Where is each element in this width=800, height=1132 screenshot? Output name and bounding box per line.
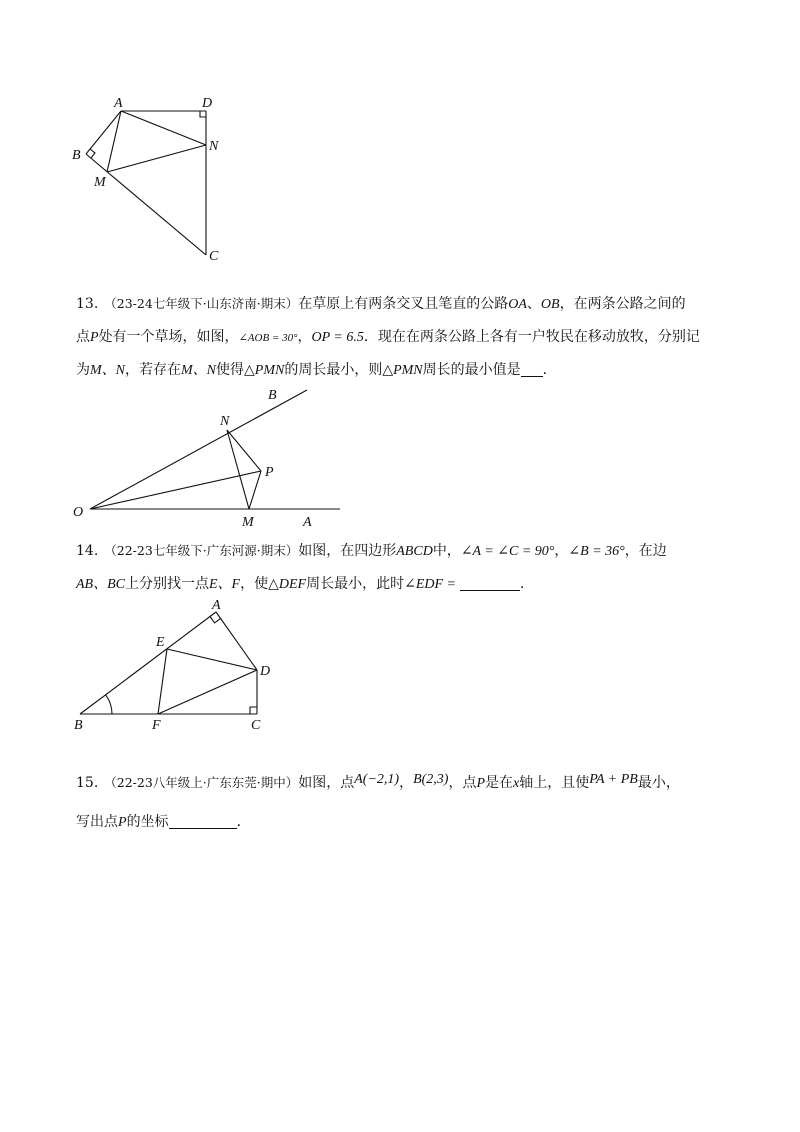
label-N: N (220, 414, 230, 429)
label-P: P (265, 465, 274, 480)
q13-point-p: P (90, 330, 99, 345)
q13-line-2 (76, 327, 736, 348)
label-O: O (73, 505, 84, 520)
q14-text-2-mid3: 周长最小，此时 (306, 576, 405, 592)
q15-p: P (476, 776, 486, 791)
q15-comma: ， (399, 775, 414, 791)
q15-point-b: B(2,3) (413, 772, 449, 787)
q15-line-1 (76, 770, 736, 794)
segment-OP (90, 471, 261, 509)
label-E: E (156, 635, 165, 650)
q14-angle-ac: ∠A = ∠C = 90° (460, 544, 555, 559)
q13-road-ob: OB (540, 297, 560, 312)
q13-line-1 (76, 294, 736, 315)
q15-text-1-mid2: 是在 (485, 775, 514, 791)
label-A: A (114, 96, 123, 111)
right-angle-mark-C (250, 707, 257, 714)
right-angle-mark-B (90, 149, 95, 158)
label-B: B (72, 148, 81, 163)
label-C: C (209, 249, 219, 264)
figure-q14 (70, 598, 280, 733)
segment-AD (216, 612, 257, 670)
q15-text-1: 如图，点 (298, 775, 355, 791)
label-A: A (303, 515, 312, 530)
q13-text-3-mid1: ，若存在 (125, 362, 181, 378)
angle-arc-B (106, 695, 112, 714)
q13-line-3 (76, 360, 736, 381)
q14-comma: ， (554, 543, 569, 559)
q13-mn: M、N (90, 363, 125, 378)
q13-answer-blank[interactable] (521, 362, 543, 377)
q14-triangle: △DEF (268, 577, 307, 592)
q13-text-3-mid2: 使得 (216, 362, 244, 378)
q15-text-2: 写出点 (76, 814, 118, 830)
figure-q12 (70, 92, 240, 272)
q14-points-ef: E、F (209, 577, 241, 592)
q13-comma: ， (297, 329, 312, 345)
q14-number: 14. (76, 543, 99, 559)
q13-source: （23-24七年级下·山东济南·期末） (104, 296, 299, 311)
q13-op-length: OP = 6.5 (311, 330, 364, 345)
label-M: M (242, 515, 254, 530)
q13-number: 13. (76, 296, 99, 312)
q13-sep: 、 (526, 296, 541, 312)
segment-NP (227, 430, 261, 471)
q13-text-3: 为 (76, 362, 90, 378)
segment-BC (86, 154, 206, 255)
label-B: B (268, 388, 277, 403)
figure-q13-svg (70, 385, 360, 530)
q14-text-1: 如图，在四边形 (298, 543, 397, 559)
q13-road-oa: OA (508, 297, 527, 312)
q15-text-1-end: 最小， (637, 775, 680, 791)
q14-sides: AB、BC (76, 577, 125, 592)
q13-period: ． (542, 362, 557, 378)
q15-text-2-end: 的坐标 (126, 814, 169, 830)
label-M: M (94, 175, 106, 190)
label-B: B (74, 718, 83, 733)
q15-source: （22-23八年级上·广东东莞·期中） (104, 775, 299, 790)
q14-line-1 (76, 541, 736, 562)
q14-text-2-mid1: 上分别找一点 (125, 576, 209, 592)
label-D: D (260, 664, 271, 679)
q13-text-1-end: ，在两条公路之间的 (559, 296, 686, 312)
q13-triangle-1: △PMN (244, 363, 285, 378)
q13-text-3-mid3: 的周长最小，则 (284, 362, 383, 378)
label-A: A (212, 598, 221, 613)
segment-EF (158, 649, 167, 714)
q13-mn-2: M、N (181, 363, 216, 378)
q13-angle-aob: ∠AOB = 30° (238, 332, 298, 344)
q15-point-a: A(−2,1) (354, 772, 400, 787)
q15-period: ． (236, 814, 251, 830)
segment-BA (80, 612, 216, 714)
q14-quadrilateral: ABCD (396, 544, 433, 559)
q15-text-1-mid: ，点 (448, 775, 477, 791)
label-D: D (202, 96, 213, 111)
right-angle-mark-D (200, 111, 206, 117)
q15-answer-blank[interactable] (169, 814, 237, 829)
q14-source: （22-23七年级下·广东河源·期末） (104, 543, 299, 558)
segment-ED (167, 649, 257, 670)
label-N: N (209, 139, 219, 154)
q15-line-2 (76, 812, 736, 833)
q14-text-1-mid: 中， (432, 543, 461, 559)
q15-p-2: P (118, 815, 127, 830)
q13-text-2-end: ．现在在两条公路上各有一户牧民在移动放牧，分别记 (363, 329, 700, 345)
q15-text-1-mid3: 轴上，且使 (519, 775, 590, 791)
segment-AN (121, 111, 206, 145)
label-F: F (152, 718, 161, 733)
figure-q13 (70, 385, 360, 530)
segment-MN (107, 145, 206, 172)
q14-period: ． (520, 576, 534, 592)
q14-text-2-mid2: ，使 (240, 576, 269, 592)
segment-PM (249, 471, 261, 509)
label-C: C (251, 718, 261, 733)
segment-NM (227, 430, 249, 509)
q14-angle-b: ∠B = 36° (568, 544, 625, 559)
q14-answer-blank[interactable] (460, 576, 520, 591)
q15-number: 15. (76, 775, 99, 791)
q15-x: x (513, 776, 520, 791)
figure-q14-svg (70, 598, 280, 733)
q13-text-2: 点 (76, 329, 90, 345)
segment-FD (158, 670, 257, 714)
q15-sum: PA + PB (589, 772, 638, 787)
right-angle-mark-A (210, 617, 221, 623)
q14-line-2 (76, 574, 736, 595)
q13-text-1: 在草原上有两条交叉且笔直的公路 (298, 296, 509, 312)
q13-text-3-end: 周长的最小值是 (422, 362, 521, 378)
ray-OB (90, 390, 307, 509)
figure-q12-svg (70, 92, 240, 272)
q13-text-2-mid: 处有一个草场，如图， (98, 329, 239, 345)
q14-angle-edf: ∠EDF = (404, 577, 456, 592)
q14-text-1-end: ，在边 (624, 543, 667, 559)
q13-triangle-2: △PMN (382, 363, 423, 378)
